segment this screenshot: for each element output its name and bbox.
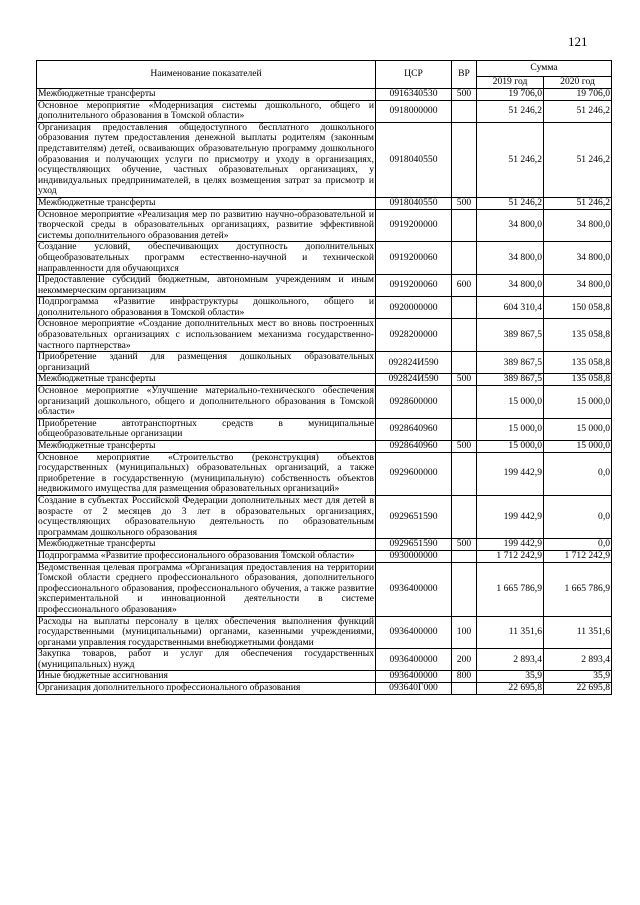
- row-sum-2019: 199 442,9: [477, 452, 544, 495]
- table-row: [37, 441, 612, 453]
- row-name: Основное мероприятие «Создание дополнительных мест во вновь построенных образовательных организациях с использованием механизма государственно-частного партнерства»: [38, 318, 374, 351]
- row-sum-2020: 15 000,0: [544, 441, 612, 453]
- row-vr: [452, 495, 477, 538]
- row-sum-2020: 35,9: [544, 671, 612, 683]
- row-name: Создание условий, обеспечивающих доступность дополнительных общеобразовательных программ естественно-научной и технической направленности для обучающихся: [38, 241, 374, 274]
- row-csr: 0928640960: [376, 441, 452, 453]
- row-sum-2020: 15 000,0: [544, 418, 612, 440]
- table-row: [37, 562, 612, 616]
- table-row: [37, 209, 612, 242]
- row-sum-2019: 2 893,4: [477, 649, 544, 671]
- row-vr: [452, 209, 477, 242]
- row-csr: 0919200060: [376, 275, 452, 297]
- row-csr: 0936400000: [376, 649, 452, 671]
- table-row: [37, 550, 612, 562]
- row-sum-2020: 2 893,4: [544, 649, 612, 671]
- row-sum-2020: 51 246,2: [544, 197, 612, 209]
- row-vr: 500: [452, 374, 477, 386]
- row-sum-2019: 199 442,9: [477, 539, 544, 551]
- row-sum-2020: 51 246,2: [544, 100, 612, 122]
- row-sum-2019: 389 867,5: [477, 319, 544, 352]
- row-name: Основное мероприятие «Строительство (реконструкция) объектов государственных (муниципальных) образовательных организаций, а также приобретение в государственную (муниципальную) собственность объектов недвижимого имущества для размещения образовательных организаций»: [38, 451, 374, 495]
- row-sum-2019: 34 800,0: [477, 275, 544, 297]
- row-sum-2020: 34 800,0: [544, 209, 612, 242]
- row-sum-2020: 135 058,8: [544, 319, 612, 352]
- row-sum-2019: 19 706,0: [477, 89, 544, 101]
- table-row: [37, 683, 612, 695]
- row-name: Приобретение зданий для размещения дошкольных образовательных организаций: [38, 351, 374, 373]
- row-vr: 500: [452, 197, 477, 209]
- row-vr: [452, 122, 477, 197]
- row-csr: 0930000000: [376, 550, 452, 562]
- row-name: Приобретение автотранспортных средств в муниципальные общеобразовательные организации: [38, 417, 374, 440]
- row-vr: [452, 562, 477, 616]
- row-vr: 200: [452, 649, 477, 671]
- row-vr: [452, 418, 477, 440]
- row-csr: 0919200060: [376, 242, 452, 275]
- table-row: [37, 649, 612, 671]
- row-sum-2020: 150 058,8: [544, 297, 612, 319]
- table-row: [37, 616, 612, 649]
- table-row: [37, 495, 612, 538]
- row-name: Межбюджетные трансферты: [37, 441, 376, 453]
- row-sum-2020: 135 058,8: [544, 374, 612, 386]
- row-name: Межбюджетные трансферты: [37, 539, 376, 551]
- row-name: Организация дополнительного профессионального образования: [37, 683, 376, 695]
- row-csr: 0936400000: [376, 616, 452, 649]
- row-sum-2020: 0,0: [544, 452, 612, 495]
- row-name: Межбюджетные трансферты: [37, 197, 376, 209]
- row-csr: 0916340530: [376, 89, 452, 101]
- row-sum-2019: 199 442,9: [477, 495, 544, 538]
- row-sum-2020: 34 800,0: [544, 275, 612, 297]
- row-sum-2019: 15 000,0: [477, 386, 544, 419]
- row-csr: 092824И590: [376, 374, 452, 386]
- row-sum-2019: 34 800,0: [477, 242, 544, 275]
- row-vr: [452, 297, 477, 319]
- table-row: [37, 452, 612, 495]
- table-row: [37, 352, 612, 374]
- row-name: Межбюджетные трансферты: [37, 374, 376, 386]
- row-name: Подпрограмма «Развитие профессионального образования Томской области»: [37, 550, 376, 562]
- row-csr: 0928600000: [376, 386, 452, 419]
- row-sum-2019: 51 246,2: [477, 100, 544, 122]
- row-vr: [452, 452, 477, 495]
- table-row: [37, 671, 612, 683]
- table-row: [37, 386, 612, 419]
- row-csr: 0918000000: [376, 100, 452, 122]
- row-sum-2019: 604 310,4: [477, 297, 544, 319]
- row-vr: 500: [452, 89, 477, 101]
- row-vr: 500: [452, 441, 477, 453]
- row-name: Организация предоставления общедоступного бесплатного дошкольного образования путем предоставления денежной выплаты родителям (законным представителям) детей, осваивающих образовательную программу дошкольного образования и получающих услуги по присмотру и уходу в организациях, осуществляющих обучение, частных образовательных организациях, у индивидуальных предпринимателей, в целях возмещения затрат за присмотр и уход: [38, 121, 374, 197]
- row-name: Предоставление субсидий бюджетным, автономным учреждениям и иным некоммерческим организациям: [38, 274, 374, 296]
- row-name: Основное мероприятие «Реализация мер по развитию научно-образовательной и творческой среды в образовательных организациях, развитие эффективной системы дополнительного образования детей»: [38, 208, 374, 241]
- row-name: Межбюджетные трансферты: [37, 89, 376, 101]
- row-vr: 500: [452, 539, 477, 551]
- row-sum-2020: 0,0: [544, 539, 612, 551]
- page-number: 121: [568, 34, 588, 49]
- row-sum-2020: 51 246,2: [544, 122, 612, 197]
- row-name: Расходы на выплаты персоналу в целях обеспечения выполнения функций государственными (муниципальными) органами, казенными учреждениями, органами управления государственными внебюджетными фондами: [38, 615, 374, 648]
- row-csr: 0918040550: [376, 197, 452, 209]
- row-sum-2019: 51 246,2: [477, 122, 544, 197]
- row-csr: 093640Г000: [376, 683, 452, 695]
- row-sum-2019: 389 867,5: [477, 374, 544, 386]
- row-name: Закупка товаров, работ и услуг для обеспечения государственных (муниципальных) нужд: [38, 648, 374, 670]
- row-sum-2020: 15 000,0: [544, 386, 612, 419]
- row-vr: [452, 100, 477, 122]
- table-row: [37, 197, 612, 209]
- row-csr: 092824И590: [376, 352, 452, 374]
- row-csr: 0929600000: [376, 452, 452, 495]
- row-sum-2020: 1 712 242,9: [544, 550, 612, 562]
- header-csr: ЦСР: [376, 61, 452, 89]
- row-csr: 0936400000: [376, 562, 452, 616]
- table-row: [37, 100, 612, 122]
- table-body: [37, 89, 612, 695]
- table-row: [37, 122, 612, 197]
- row-vr: [452, 242, 477, 275]
- row-sum-2020: 135 058,8: [544, 352, 612, 374]
- row-sum-2019: 11 351,6: [477, 616, 544, 649]
- row-vr: [452, 352, 477, 374]
- row-sum-2020: 0,0: [544, 495, 612, 538]
- row-vr: [452, 319, 477, 352]
- row-vr: [452, 550, 477, 562]
- row-name: Ведомственная целевая программа «Организация предоставления на территории Томской области среднего профессионального образования, дополнительного профессионального образования, профессионального обучения, а также развитие экспериментальной и инновационной деятельности в системе профессионального образования»: [38, 561, 374, 615]
- table-row: [37, 242, 612, 275]
- row-sum-2019: 51 246,2: [477, 197, 544, 209]
- table-row: [37, 539, 612, 551]
- row-sum-2020: 34 800,0: [544, 242, 612, 275]
- table-row: [37, 297, 612, 319]
- row-sum-2019: 15 000,0: [477, 441, 544, 453]
- row-sum-2019: 34 800,0: [477, 209, 544, 242]
- row-sum-2019: 15 000,0: [477, 418, 544, 440]
- table-row: [37, 275, 612, 297]
- row-name: Подпрограмма «Развитие инфраструктуры дошкольного, общего и дополнительного образования в Томской области»: [38, 296, 374, 318]
- row-vr: 100: [452, 616, 477, 649]
- row-csr: 0928200000: [376, 319, 452, 352]
- budget-table: [36, 60, 612, 695]
- table-row: [37, 418, 612, 440]
- row-csr: 0936400000: [376, 671, 452, 683]
- row-name: Основное мероприятие «Модернизация системы дошкольного, общего и дополнительного образования в Томской области»: [38, 99, 374, 122]
- row-csr: 0918040550: [376, 122, 452, 197]
- row-sum-2020: 22 695,8: [544, 683, 612, 695]
- row-sum-2020: 11 351,6: [544, 616, 612, 649]
- row-sum-2019: 1 712 242,9: [477, 550, 544, 562]
- row-name: Создание в субъектах Российской Федерации дополнительных мест для детей в возрасте от 2 месяцев до 3 лет в образовательных организациях, осуществляющих образовательную деятельность по образовательным программам дошкольного образования: [38, 494, 374, 538]
- header-sum: Сумма: [477, 61, 612, 77]
- row-sum-2020: 1 665 786,9: [544, 562, 612, 616]
- header-name: Наименование показателей: [37, 61, 376, 89]
- table-row: [37, 374, 612, 386]
- row-sum-2019: 35,9: [477, 671, 544, 683]
- row-sum-2019: 389 867,5: [477, 352, 544, 374]
- row-csr: 0929651590: [376, 495, 452, 538]
- header-year-2019: 2019 год: [477, 77, 544, 89]
- header-vr: ВР: [452, 61, 477, 89]
- row-csr: 0919200000: [376, 209, 452, 242]
- row-vr: 800: [452, 671, 477, 683]
- row-sum-2020: 19 706,0: [544, 89, 612, 101]
- row-csr: 0920000000: [376, 297, 452, 319]
- header-year-2020: 2020 год: [544, 77, 612, 89]
- row-csr: 0929651590: [376, 539, 452, 551]
- row-vr: 600: [452, 275, 477, 297]
- row-csr: 0928640960: [376, 418, 452, 440]
- row-name: Основное мероприятие «Улучшение материально-технического обеспечения организаций дошкольного, общего и дополнительного образования в Томской области»: [38, 385, 374, 418]
- row-sum-2019: 1 665 786,9: [477, 562, 544, 616]
- row-vr: [452, 386, 477, 419]
- row-sum-2019: 22 695,8: [477, 683, 544, 695]
- row-vr: [452, 683, 477, 695]
- table-row: [37, 89, 612, 101]
- table-row: [37, 319, 612, 352]
- row-name: Иные бюджетные ассигнования: [37, 671, 376, 683]
